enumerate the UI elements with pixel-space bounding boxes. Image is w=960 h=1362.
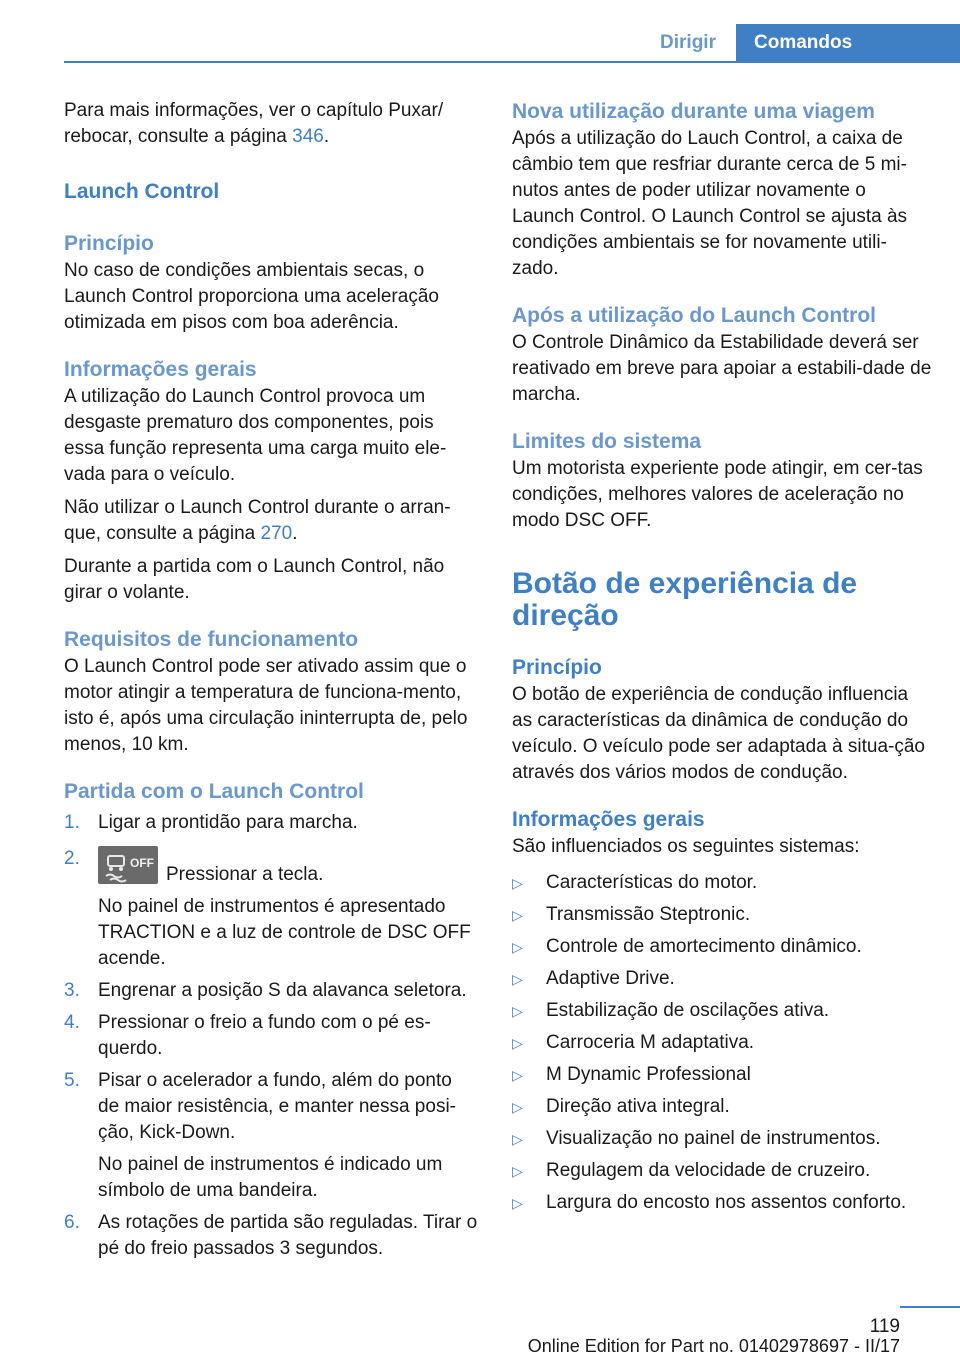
triangle-bullet-icon: ▷ — [512, 1163, 523, 1179]
intro-paragraph — [64, 98, 478, 150]
list-item — [512, 1190, 932, 1222]
heading-requisitos: Requisitos de funcionamento — [64, 628, 359, 651]
step-item — [64, 978, 478, 1004]
nova-text: Após a utilização do Lauch Control, a caixa de câmbio tem que resfriar durante cerca de 5 mi-nutos antes de poder utilizar novamente o Launch Control. O Launch Control se ajusta às condições ambientais se for novamente utili-zado. — [512, 128, 908, 279]
left-column — [64, 98, 478, 1262]
dsc-off-label: OFF — [130, 856, 154, 870]
step-text: Pisar o acelerador a fundo, além do ponto de maior resistência, e manter nessa posi-ção, Kick-Down. — [98, 1070, 456, 1143]
intro-end: . — [323, 126, 330, 147]
list-item-text: Largura do encosto nos assentos conforto. — [546, 1192, 907, 1213]
step-text: Pressionar a tecla. — [166, 864, 324, 885]
step-item — [64, 846, 478, 972]
step-text: As rotações de partida são reguladas. Tirar o pé do freio passados 3 segundos. — [98, 1212, 478, 1259]
heading-apos-utilizacao: Após a utilização do Launch Control — [512, 304, 877, 327]
page-link-270[interactable]: 270 — [260, 523, 293, 544]
list-item-text: Regulagem da velocidade de cruzeiro. — [546, 1160, 871, 1181]
heading-principio: Princípio — [64, 232, 154, 255]
step-number: 6. — [64, 1212, 80, 1233]
list-item-text: Direção ativa integral. — [546, 1096, 730, 1117]
step-text: Ligar a prontidão para marcha. — [98, 812, 358, 833]
step-item — [64, 1010, 478, 1062]
info-text-2-body: Não utilizar o Launch Control durante o arran-que, consulte a página — [64, 497, 451, 544]
header-divider — [64, 61, 960, 63]
list-item — [512, 902, 932, 934]
requisitos-text: O Launch Control pode ser ativado assim que o motor atingir a temperatura de funciona-mento, isto é, após uma circulação ininterrupta de, pelo menos, 10 km. — [64, 656, 468, 755]
info-text-1: A utilização do Launch Control provoca um desgaste prematuro dos componentes, pois essa função representa uma carga muito ele-vada para o veículo. — [64, 386, 447, 485]
heading-informacoes-gerais: Informações gerais — [64, 358, 257, 381]
list-item — [512, 1030, 932, 1062]
info-text-2-end: . — [292, 523, 298, 544]
list-item-text: Controle de amortecimento dinâmico. — [546, 936, 862, 957]
triangle-bullet-icon: ▷ — [512, 875, 523, 891]
step-text: Engrenar a posição S da alavanca seletora. — [98, 980, 467, 1001]
intro-text: Para mais informações, ver o capítulo Puxar/ rebocar, consulte a página — [64, 100, 444, 147]
header-tab-comandos[interactable]: Comandos — [736, 24, 960, 62]
heading-limites: Limites do sistema — [512, 430, 702, 453]
step-number: 5. — [64, 1070, 80, 1091]
limites-text: Um motorista experiente pode atingir, em cer-tas condições, melhores valores de aceleração no modo DSC OFF. — [512, 458, 923, 531]
step-item — [64, 1068, 478, 1204]
heading-informacoes-gerais-right: Informações gerais — [512, 808, 705, 831]
list-item — [512, 998, 932, 1030]
header-tab-dirigir[interactable]: Dirigir — [660, 32, 716, 53]
step-number: 1. — [64, 812, 80, 833]
principio-right-text: O botão de experiência de condução influencia as características da dinâmica de condução do veículo. O veículo pode ser adaptada à situa-ção através dos vários modos de condução. — [512, 684, 925, 783]
footer-divider — [900, 1306, 960, 1308]
step-extra: No painel de instrumentos é indicado um símbolo de uma bandeira. — [98, 1154, 443, 1201]
list-item — [512, 1126, 932, 1158]
list-item-text: Adaptive Drive. — [546, 968, 675, 989]
step-number: 3. — [64, 980, 80, 1001]
list-item-text: Transmissão Steptronic. — [546, 904, 751, 925]
list-item — [512, 1158, 932, 1190]
list-item — [512, 1062, 932, 1094]
principio-text: No caso de condições ambientais secas, o Launch Control proporciona uma aceleração otimizada em pisos com boa aderência. — [64, 260, 439, 333]
step-number: 2. — [64, 848, 80, 869]
apos-text: O Controle Dinâmico da Estabilidade deverá ser reativado em breve para apoiar a estabili-dade de marcha. — [512, 332, 932, 405]
list-item-text: Carroceria M adaptativa. — [546, 1032, 755, 1053]
triangle-bullet-icon: ▷ — [512, 1067, 523, 1083]
dsc-off-button-icon — [98, 846, 158, 884]
step-extra: No painel de instrumentos é apresentado TRACTION e a luz de controle de DSC OFF acende. — [98, 896, 471, 969]
list-item-text: Estabilização de oscilações ativa. — [546, 1000, 830, 1021]
heading-partida: Partida com o Launch Control — [64, 780, 364, 803]
right-column — [512, 98, 932, 1222]
footer-edition: Online Edition for Part no. 01402978697 - II/17 — [527, 1336, 900, 1356]
list-item — [512, 1094, 932, 1126]
list-item-text: Características do motor. — [546, 872, 758, 893]
triangle-bullet-icon: ▷ — [512, 907, 523, 923]
triangle-bullet-icon: ▷ — [512, 939, 523, 955]
triangle-bullet-icon: ▷ — [512, 1131, 523, 1147]
info-right-text: São influenciados os seguintes sistemas: — [512, 836, 860, 857]
triangle-bullet-icon: ▷ — [512, 1035, 523, 1051]
section-title-botao-experiencia: Botão de experiência de direção — [512, 567, 858, 632]
step-number: 4. — [64, 1012, 80, 1033]
triangle-bullet-icon: ▷ — [512, 1003, 523, 1019]
step-item — [64, 810, 478, 836]
triangle-bullet-icon: ▷ — [512, 1195, 523, 1211]
list-item — [512, 966, 932, 998]
list-item — [512, 870, 932, 902]
info-text-2 — [64, 495, 478, 547]
step-text: Pressionar o freio a fundo com o pé es-querdo. — [98, 1012, 431, 1059]
section-title-launch-control: Launch Control — [64, 180, 220, 203]
triangle-bullet-icon: ▷ — [512, 971, 523, 987]
systems-list — [512, 870, 932, 1222]
list-item — [512, 934, 932, 966]
step-item — [64, 1210, 478, 1262]
heading-nova-utilizacao: Nova utilização durante uma viagem — [512, 100, 875, 123]
list-item-text: M Dynamic Professional — [546, 1064, 751, 1085]
step-text-with-button — [98, 846, 478, 888]
list-item-text: Visualização no painel de instrumentos. — [546, 1128, 881, 1149]
page-number: 119 — [869, 1316, 900, 1337]
info-text-3: Durante a partida com o Launch Control, não girar o volante. — [64, 556, 445, 603]
heading-principio-right: Princípio — [512, 656, 602, 679]
page-link-346[interactable]: 346 — [292, 126, 324, 147]
triangle-bullet-icon: ▷ — [512, 1099, 523, 1115]
